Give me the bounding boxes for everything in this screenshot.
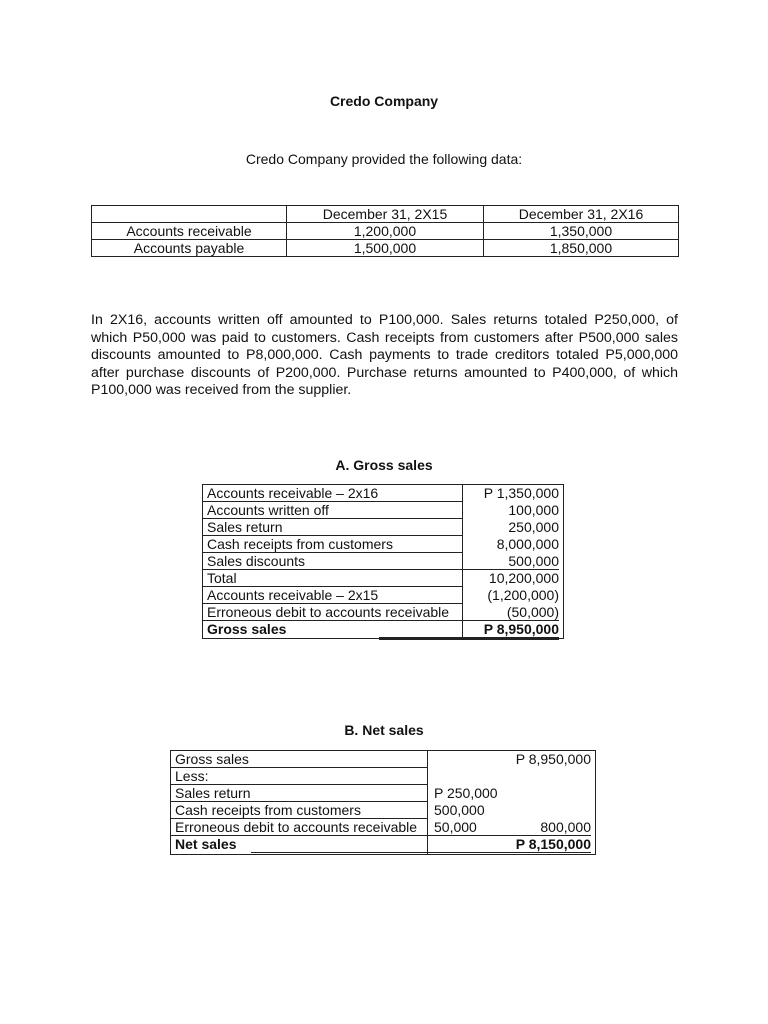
row-label: Less: <box>171 768 427 785</box>
cell: 1,500,000 <box>287 240 484 257</box>
row-value: 10,200,000 <box>488 570 559 586</box>
table-row <box>92 240 679 257</box>
row-value: 8,000,000 <box>496 536 559 552</box>
intro-text: Credo Company provided the following data: <box>245 151 523 167</box>
header-cell: December 31, 2X15 <box>287 206 484 223</box>
header-cell <box>92 206 287 223</box>
row-label: Accounts payable <box>92 240 287 257</box>
row-value: (1,200,000) <box>487 587 559 603</box>
row-label: Sales return <box>203 519 462 536</box>
row-label: Accounts written off <box>203 502 462 519</box>
row-label: Net sales <box>175 836 237 852</box>
row-label: Accounts receivable <box>92 223 287 240</box>
row-total: P 8,950,000 <box>515 751 591 767</box>
row-amount: 500,000 <box>434 802 485 818</box>
row-label: Gross sales <box>207 621 287 637</box>
row-value: (50,000) <box>289 604 559 621</box>
row-label: Accounts receivable – 2x15 <box>203 587 462 604</box>
row-label: Total <box>203 570 462 587</box>
row-value: 100,000 <box>508 502 559 518</box>
row-value: 250,000 <box>508 519 559 535</box>
header-cell: December 31, 2X16 <box>484 206 679 223</box>
gross-sales-table <box>202 484 564 639</box>
row-value: P 1,350,000 <box>483 485 559 501</box>
gross-sales-heading: A. Gross sales <box>335 457 433 473</box>
row-value: 500,000 <box>289 553 559 570</box>
row-total: P 8,150,000 <box>251 836 591 855</box>
cell: 1,200,000 <box>287 223 484 240</box>
balances-table <box>91 205 679 257</box>
row-label: Gross sales <box>171 751 427 768</box>
row-label: Cash receipts from customers <box>203 536 462 553</box>
table-header-row <box>92 206 679 223</box>
row-label: Sales discounts <box>203 553 462 570</box>
row-label: Accounts receivable – 2x16 <box>203 485 462 502</box>
problem-paragraph: In 2X16, accounts written off amounted to P100,000. Sales returns totaled P250,000, of which P50,000 was paid to customers. Cash receipts from customers after P500,000 sales discounts amounted to P8,000,000. Cash payments to trade creditors totaled P5,000,000 after purchase discounts of P200,000. Purchase returns amounted to P400,000, of which P100,000 was received from the supplier. <box>91 312 678 398</box>
row-amount: 50,000 <box>434 819 504 836</box>
row-amount: P 250,000 <box>434 785 498 801</box>
row-label: Sales return <box>171 785 427 802</box>
row-label: Cash receipts from customers <box>171 802 427 819</box>
row-value: P 8,950,000 <box>379 621 559 640</box>
net-sales-table <box>170 750 596 855</box>
row-label: Erroneous debit to accounts receivable <box>203 604 462 621</box>
cell: 1,850,000 <box>484 240 679 257</box>
table-row <box>92 223 679 240</box>
row-label: Erroneous debit to accounts receivable <box>171 819 427 836</box>
row-total: 800,000 <box>258 819 591 836</box>
net-sales-heading: B. Net sales <box>344 722 424 738</box>
document-title: Credo Company <box>329 93 439 109</box>
cell: 1,350,000 <box>484 223 679 240</box>
